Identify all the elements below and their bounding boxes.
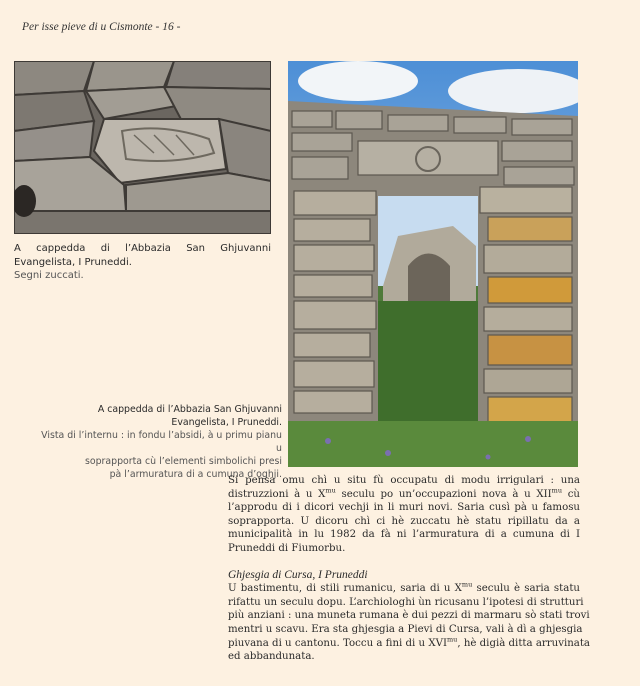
caption-sub-line: pà l’armuratura di a cumuna d’oghji. [109, 468, 282, 480]
stone-carving-photo [14, 61, 271, 234]
text-line: U bastimentu, di stili rumanicu, saria di u $X^{mu}$ seculu è saria statu [228, 580, 580, 595]
chapel-ruins-image [288, 61, 578, 467]
paragraph-history [228, 474, 580, 556]
text-line: l’appr​odu di i dicori vechji in li muri novi. Saria cusì pà u famosu [228, 502, 580, 514]
text-line: piuvana di u cantonu. Toccu a fini di u $XVI^{mu}$, hè digià ditta arruvinata [228, 635, 591, 649]
caption-sub-line: Vista di l’internu : in fondu l’absidi, à u primu pianu u [41, 429, 282, 454]
caption-title: A cappedda di l’Abbazia San Ghjuvanni Evangelista, I Pruneddi. [14, 243, 271, 268]
caption-stone-carving [14, 242, 271, 283]
paragraph-church [228, 580, 591, 664]
caption-title-line: A cappedda di l’Abbazia San Ghjuvanni [97, 404, 282, 415]
text-line: rifattu un seculu dopu. L’archiologhi ùn ricusanu l’ipotesi di strutturi [228, 596, 584, 608]
text-line: Si pensa omu chì u situ fù occupatu di modu irrigulari : una [228, 475, 580, 486]
text-line: distruzzioni à u $X^{mu}$ seculu po un’occupazioni nova à u $XII^{mu}$ cù [228, 486, 580, 500]
text-line: Pruneddi di Fiumorbu. [228, 542, 346, 554]
running-header: Per isse pieve di u Cismonte - 16 - [22, 21, 181, 33]
text-line: ed abbandunata. [228, 651, 315, 663]
text-line: mentri u scavu. Era sta ghjesgia a Pievi di Cursa, vali à dì a ghjesgia [228, 623, 583, 635]
text-line: municipalità in lu 1982 da fà ni l’armuratura di a cumuna di I [228, 529, 580, 541]
stone-carving-image [14, 61, 271, 234]
body-text [228, 474, 591, 664]
caption-chapel-interior [40, 404, 282, 481]
section-heading: Ghjesgia di Cursa, I Pruneddi [228, 568, 368, 581]
text-line: soprapporta. U dicoru chì ci hè zuccatu hè statu ripillatu da a [228, 515, 580, 527]
chapel-ruins-photo [288, 61, 578, 467]
caption-title-line: Evangelista, I Pruneddi. [171, 416, 282, 428]
text-line: più anziani : una muneta rumana è dui pezzi di marmaru sò stati trovi [228, 610, 590, 622]
caption-sub-line: soprapporta cù l’elementi simbolichi presi [84, 455, 282, 467]
caption-subtitle: Segni zuccati. [14, 270, 84, 281]
